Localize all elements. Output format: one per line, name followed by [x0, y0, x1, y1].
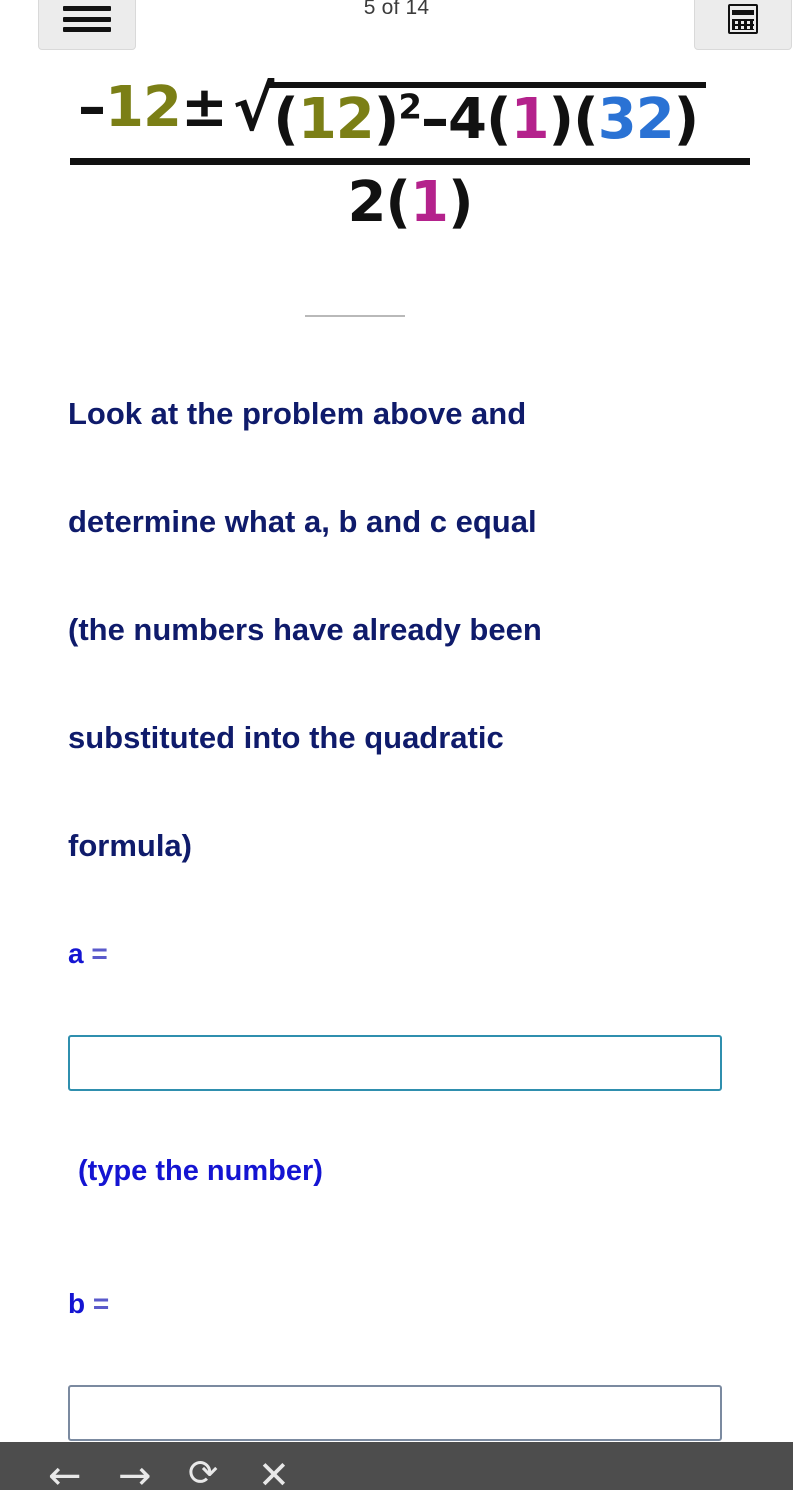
close-icon[interactable]: ✕: [258, 1453, 290, 1490]
question-line-5: formula): [68, 828, 192, 863]
a-value-denominator: 1: [410, 170, 448, 235]
question-line-1: Look at the problem above and: [68, 396, 527, 431]
numerator-minus: –: [78, 75, 105, 140]
label-a-equals: =: [91, 938, 108, 969]
question-line-3: (the numbers have already been: [68, 612, 542, 647]
formula-underline-artifact: [305, 315, 405, 317]
fraction-numerator: [70, 72, 760, 152]
open-paren-3: (: [573, 87, 598, 152]
label-a: [68, 938, 108, 970]
label-b: [68, 1288, 109, 1320]
c-value: 32: [597, 87, 674, 152]
label-b-text: b: [68, 1288, 86, 1319]
answer-input-a[interactable]: [68, 1035, 722, 1091]
back-arrow-icon[interactable]: ←: [48, 1453, 82, 1490]
denominator-two: 2: [347, 170, 386, 235]
label-a-text: a: [68, 938, 84, 969]
a-value-numerator: 1: [510, 87, 549, 152]
reload-icon[interactable]: ⟳: [188, 1453, 219, 1490]
close-paren-1: ): [373, 87, 399, 152]
radical-sign-icon: √: [232, 72, 274, 145]
question-line-2: determine what a, b and c equal: [68, 504, 537, 539]
open-paren-2: (: [485, 87, 511, 152]
quadratic-formula-image: [0, 70, 793, 320]
numerator-b-value: 12: [105, 75, 181, 140]
radical: [232, 72, 706, 152]
page-counter: 5 of 14: [363, 0, 430, 19]
close-paren-3: ): [673, 87, 699, 152]
bottom-navigation-bar: [0, 1442, 793, 1490]
answer-input-b[interactable]: [68, 1385, 722, 1441]
top-bar: [0, 0, 793, 48]
denominator-open-paren: (: [385, 170, 410, 235]
forward-arrow-icon[interactable]: →: [118, 1453, 152, 1490]
fraction: [70, 72, 760, 235]
four: 4: [448, 87, 486, 152]
calculator-button[interactable]: [694, 0, 792, 50]
calculator-icon: [728, 4, 758, 34]
hint-type-the-number: (type the number): [78, 1155, 323, 1187]
question-line-4: substituted into the quadratic: [68, 720, 504, 755]
fraction-bar: [70, 158, 750, 165]
question-text: [68, 360, 728, 900]
label-b-equals: =: [92, 1288, 110, 1319]
radicand: [269, 82, 706, 152]
exponent-2: 2: [398, 87, 422, 128]
minus-sign-2: –: [421, 87, 449, 152]
denominator-close-paren: ): [447, 170, 473, 235]
fraction-denominator: [70, 170, 750, 235]
open-paren-1: (: [273, 87, 298, 152]
numerator-plus-minus: ±: [180, 75, 227, 140]
b-squared-value: 12: [297, 87, 374, 152]
close-paren-2: ): [548, 87, 574, 152]
